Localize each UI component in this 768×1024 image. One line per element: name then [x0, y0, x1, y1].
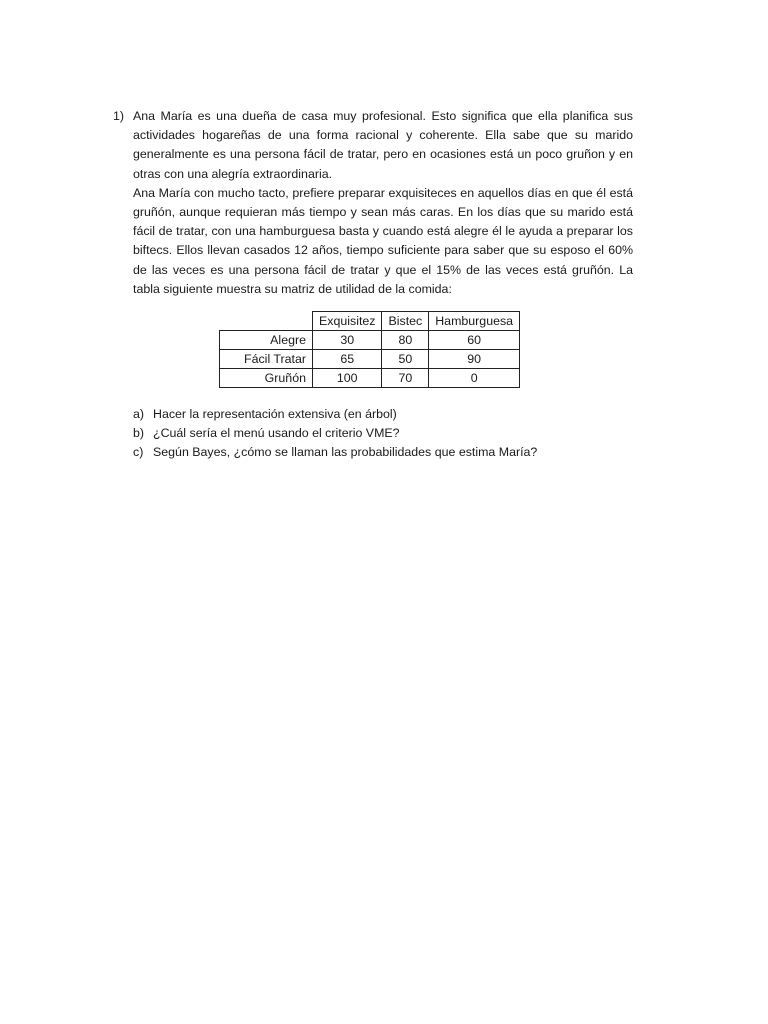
question-letter: c) — [133, 445, 144, 460]
row-header-alegre: Alegre — [220, 331, 313, 350]
question-list — [133, 405, 633, 462]
utility-matrix-table — [219, 311, 520, 388]
table-cell: 0 — [429, 369, 520, 388]
table-row — [220, 369, 520, 388]
table-cell: 30 — [313, 331, 382, 350]
column-header-hamburguesa: Hamburguesa — [429, 312, 520, 331]
table-cell: 90 — [429, 350, 520, 369]
table-cell: 60 — [429, 331, 520, 350]
table-cell: 65 — [313, 350, 382, 369]
table-row — [220, 350, 520, 369]
problem-paragraph-2: Ana María con mucho tacto, prefiere preparar exquisiteces en aquellos días en que él está gruñón, aunque requieran más tiempo y sean más caras. En los días que su marido está fácil de tratar, con una hamburguesa basta y cuando está alegre él le ayuda a preparar los biftecs. Ellos llevan casados 12 años, tiempo suficiente para saber que su esposo el 60% de las veces es una persona fácil de tratar y que el 15% de las veces está gruñón. La tabla siguiente muestra su matriz de utilidad de la comida: — [133, 185, 633, 296]
table-row — [220, 331, 520, 350]
column-header-bistec: Bistec — [382, 312, 429, 331]
question-letter: b) — [133, 426, 145, 441]
row-header-grunon: Gruñón — [220, 369, 313, 388]
table-cell: 80 — [382, 331, 429, 350]
problem-1 — [113, 107, 633, 462]
row-header-facil-tratar: Fácil Tratar — [220, 350, 313, 369]
question-letter: a) — [133, 407, 145, 422]
question-text: ¿Cuál sería el menú usando el criterio VME? — [153, 426, 400, 441]
question-text: Hacer la representación extensiva (en árbol) — [153, 407, 397, 422]
problem-body — [133, 107, 633, 462]
question-item-c — [113, 443, 633, 462]
problem-number: 1) — [113, 109, 125, 123]
table-corner-cell — [220, 312, 313, 331]
question-text: Según Bayes, ¿cómo se llaman las probabilidades que estima María? — [153, 445, 538, 460]
question-item-a — [113, 405, 633, 424]
table-cell: 100 — [313, 369, 382, 388]
column-header-exquisitez: Exquisitez — [313, 312, 382, 331]
table-cell: 50 — [382, 350, 429, 369]
table-header-row — [220, 312, 520, 331]
question-item-b — [113, 424, 633, 443]
table-cell: 70 — [382, 369, 429, 388]
problem-paragraph-1: Ana María es una dueña de casa muy profesional. Esto significa que ella planifica sus actividades hogareñas de una forma racional y coherente. Ella sabe que su marido generalmente es una persona fácil de tratar, pero en ocasiones está un poco gruñon y en otras con una alegría extraordinaria. — [133, 109, 633, 181]
